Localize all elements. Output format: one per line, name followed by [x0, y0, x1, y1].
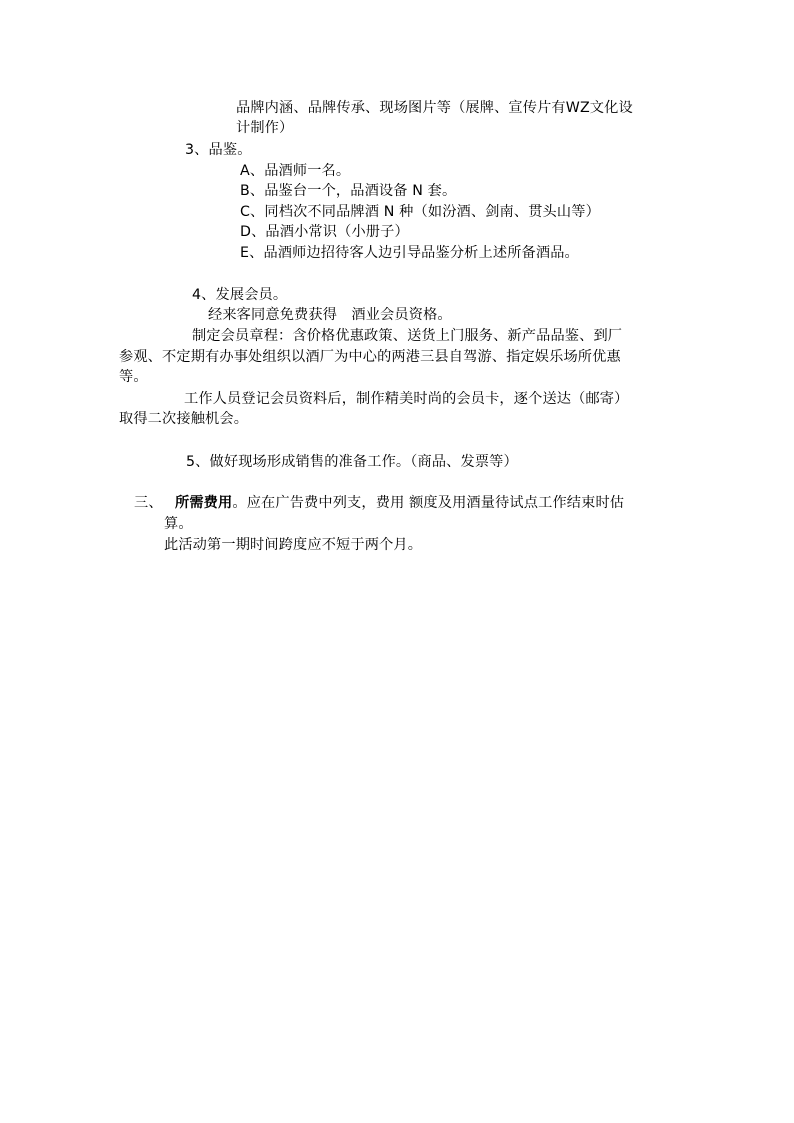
part-3-text-line-1: 。应在广告费中列支，费用 额度及用酒量待试点工作结束时估	[232, 495, 625, 511]
brand-content-line-2: 计制作）	[236, 120, 294, 136]
part-3-number: 三、	[134, 495, 163, 511]
section-3-item-d: D、品酒小常识（小册子）	[240, 224, 409, 240]
part-3-title: 所需费用	[175, 495, 233, 511]
section-3-item-b: B、品鉴台一个，品酒设备 N 套。	[240, 183, 457, 199]
section-3-item-c: C、同档次不同品牌酒 N 种（如汾酒、剑南、贯头山等）	[240, 204, 600, 220]
section-3-heading: 3、品鉴。	[185, 142, 252, 158]
section-4-paragraph-2-line-1: 制定会员章程：含价格优惠政策、送货上门服务、新产品品鉴、到厂	[192, 328, 623, 344]
section-3-item-e: E、品酒师边招待客人边引导品鉴分析上述所备酒品。	[240, 245, 579, 261]
part-3-line-1	[175, 493, 624, 513]
section-4-paragraph-3-line-2: 取得二次接触机会。	[119, 411, 249, 427]
section-4-paragraph-2-line-2: 参观、不定期有办事处组织以酒厂为中心的两港三县自驾游、指定娱乐场所优惠	[119, 349, 621, 365]
section-4-heading: 4、发展会员。	[192, 287, 288, 303]
section-4-paragraph-2-line-3: 等。	[119, 369, 148, 385]
part-3-text-line-2: 算。	[164, 516, 193, 532]
brand-content-line-1: 品牌内涵、品牌传承、现场图片等（展牌、宣传片有WZ文化设	[236, 100, 633, 116]
section-4-paragraph-1: 经来客同意免费获得 酒业会员资格。	[208, 307, 452, 323]
part-3-note: 此活动第一期时间跨度应不短于两个月。	[164, 537, 423, 553]
section-4-paragraph-3-line-1: 工作人员登记会员资料后，制作精美时尚的会员卡，逐个送达（邮寄）	[184, 391, 629, 407]
section-5-heading: 5、做好现场形成销售的准备工作。（商品、发票等）	[186, 454, 518, 470]
section-3-item-a: A、品酒师一名。	[240, 163, 351, 179]
